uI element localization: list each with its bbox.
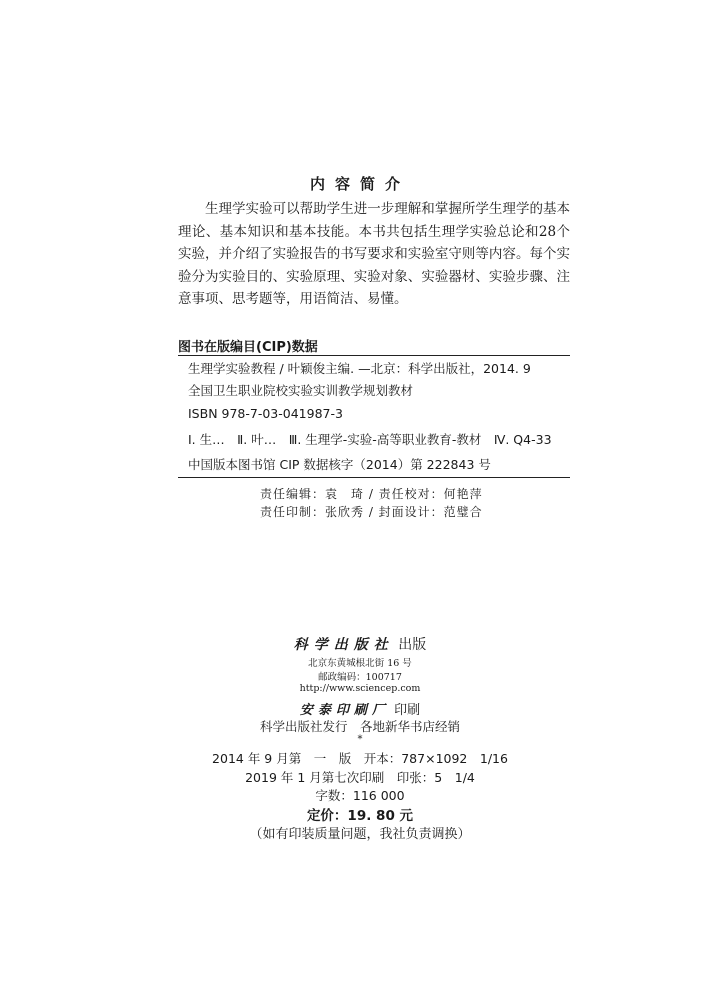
quality-notice: （如有印装质量问题，我社负责调换）: [249, 827, 471, 842]
page-title: 内容简介: [309, 175, 410, 193]
publisher-url: http://www.sciencep.com: [299, 683, 421, 694]
printing-line: 2019 年 1 月第七次印刷 印张：5 1/4: [245, 770, 475, 785]
word-count: 字数：116 000: [315, 788, 405, 803]
cip-bottom-rule: [178, 477, 570, 478]
postcode: 邮政编码：100717: [318, 672, 402, 683]
printer-name: 安泰印刷厂: [299, 703, 390, 718]
publisher-line: [0, 634, 720, 654]
cip-line-classification: Ⅰ. 生… Ⅱ. 叶… Ⅲ. 生理学-实验-高等职业教育-教材 Ⅳ. Q4-33: [188, 432, 552, 447]
price: 定价：19. 80 元: [306, 808, 414, 824]
printer-role: 印刷: [394, 703, 421, 718]
edition-line: 2014 年 9 月第 一 版 开本：787×1092 1/16: [212, 751, 508, 766]
responsibility-line-1: 责任编辑：袁 琦 / 责任校对：何艳萍: [260, 487, 483, 501]
responsibility-line-2: 责任印制：张欣秀 / 封面设计：范璧合: [260, 505, 483, 519]
printer-line: [0, 699, 720, 718]
separator-star: *: [357, 734, 363, 745]
cip-top-rule: [178, 355, 570, 356]
cip-heading: 图书在版编目(CIP)数据: [178, 340, 318, 355]
publisher-name: 科学出版社: [293, 637, 394, 653]
cip-line-title: 生理学实验教程 / 叶颖俊主编. —北京：科学出版社，2014. 9: [188, 361, 531, 376]
publisher-address: 北京东黄城根北街 16 号: [308, 658, 412, 669]
cip-line-series: 全国卫生职业院校实验实训教学规划教材: [188, 383, 414, 398]
cip-line-record-number: 中国版本图书馆 CIP 数据核字（2014）第 222843 号: [188, 457, 491, 472]
publisher-role: 出版: [398, 637, 427, 653]
cip-line-isbn: ISBN 978-7-03-041987-3: [188, 406, 343, 421]
summary-paragraph: 生理学实验可以帮助学生进一步理解和掌握所学生理学的基本理论、基本知识和基本技能。本书共包括生理学实验总论和28个实验，并介绍了实验报告的书写要求和实验室守则等内容。每个实验分为实验目的、实验原理、实验对象、实验器材、实验步骤、注意事项、思考题等，用语简洁、易懂。: [178, 201, 570, 307]
distribution-line: 科学出版社发行 各地新华书店经销: [259, 719, 460, 734]
